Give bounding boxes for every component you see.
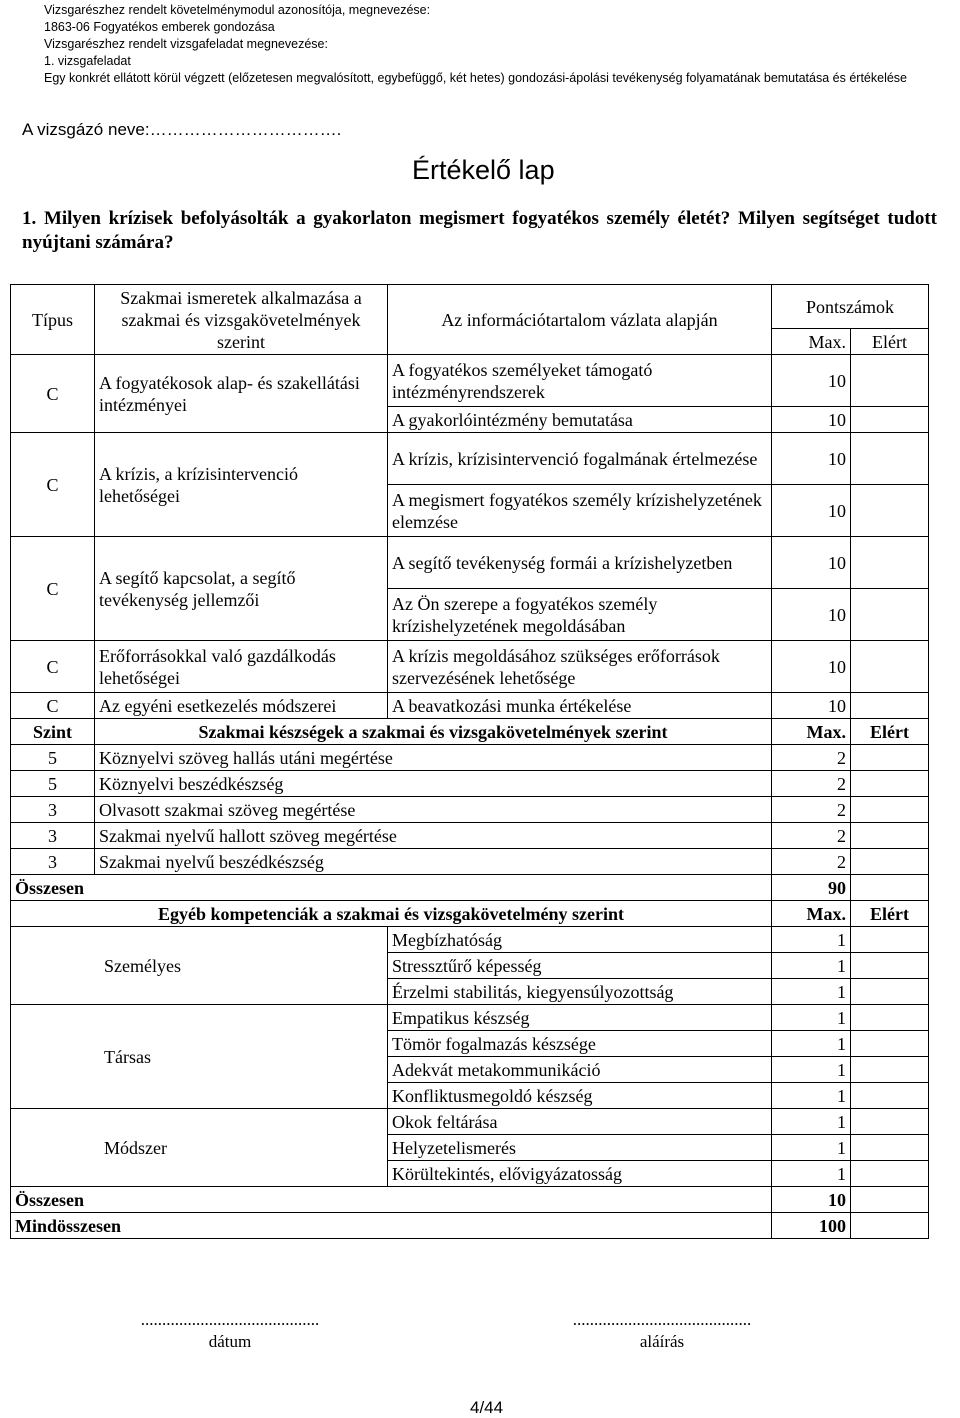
achieved-points-cell[interactable] xyxy=(851,485,929,537)
achieved-points-cell[interactable] xyxy=(851,641,929,693)
max-points-cell: 1 xyxy=(772,1031,851,1057)
max-points-cell: 2 xyxy=(772,771,851,797)
grand-total-achieved-cell[interactable] xyxy=(851,1213,929,1239)
skill-text-cell: Szakmai nyelvű beszédkészség xyxy=(95,849,772,875)
max-points-cell: 10 xyxy=(772,433,851,485)
outline-item-cell: A segítő tevékenység formái a krízishelyzetben xyxy=(388,537,772,589)
competence-group-cell: Társas xyxy=(11,1005,388,1109)
max-points-cell: 1 xyxy=(772,979,851,1005)
achieved-points-cell[interactable] xyxy=(851,771,929,797)
max-points-cell: 10 xyxy=(772,407,851,433)
date-dotted-line: .......................................... xyxy=(140,1310,320,1329)
candidate-name-line: A vizsgázó neve:……………………………. xyxy=(22,120,342,139)
outline-item-cell: A gyakorlóintézmény bemutatása xyxy=(388,407,772,433)
max-points-cell: 10 xyxy=(772,589,851,641)
signature-block xyxy=(532,1310,792,1352)
max-points-cell: 2 xyxy=(772,849,851,875)
knowledge-row xyxy=(11,355,929,407)
skills-header-row xyxy=(11,719,929,745)
competence-item-cell: Empatikus készség xyxy=(388,1005,772,1031)
knowledge-topic-cell: Az egyéni esetkezelés módszerei xyxy=(95,693,388,719)
type-cell: C xyxy=(11,693,95,719)
evaluation-table xyxy=(10,284,929,1239)
achieved-points-cell[interactable] xyxy=(851,823,929,849)
achieved-points-cell[interactable] xyxy=(851,433,929,485)
max-points-cell: 2 xyxy=(772,823,851,849)
table-header-row xyxy=(11,285,929,329)
competence-item-cell: Érzelmi stabilitás, kiegyensúlyozottság xyxy=(388,979,772,1005)
points-column-header: Pontszámok xyxy=(772,285,929,329)
skill-text-cell: Köznyelvi beszédkészség xyxy=(95,771,772,797)
header-module-name: 1863-06 Fogyatékos emberek gondozása xyxy=(44,20,275,34)
header-module-label: Vizsgarészhez rendelt követelménymodul azonosítója, megnevezése: xyxy=(44,3,431,17)
grand-total-label: Mindösszesen xyxy=(11,1213,772,1239)
outline-item-cell: Az Ön szerepe a fogyatékos személy krízishelyzetének megoldásában xyxy=(388,589,772,641)
skill-row xyxy=(11,745,929,771)
knowledge-row xyxy=(11,693,929,719)
type-column-header: Típus xyxy=(11,285,95,355)
skill-row xyxy=(11,771,929,797)
subtotal-achieved-cell[interactable] xyxy=(851,1187,929,1213)
competence-section-title: Egyéb kompetenciák a szakmai és vizsgakövetelmény szerint xyxy=(11,901,772,927)
knowledge-topic-cell: Erőforrásokkal való gazdálkodás lehetőségei xyxy=(95,641,388,693)
achieved-column-header: Elért xyxy=(851,329,929,355)
max-points-cell: 1 xyxy=(772,1109,851,1135)
max-points-cell: 1 xyxy=(772,1135,851,1161)
knowledge-row xyxy=(11,433,929,485)
skills-max-header: Max. xyxy=(772,719,851,745)
page-title: Értékelő lap xyxy=(412,155,555,185)
max-points-cell: 10 xyxy=(772,355,851,407)
skill-text-cell: Köznyelvi szöveg hallás utáni megértése xyxy=(95,745,772,771)
outline-item-cell: A krízis, krízisintervenció fogalmának értelmezése xyxy=(388,433,772,485)
type-cell: C xyxy=(11,433,95,537)
knowledge-topic-cell: A segítő kapcsolat, a segítő tevékenység jellemzői xyxy=(95,537,388,641)
skill-row xyxy=(11,797,929,823)
achieved-points-cell[interactable] xyxy=(851,1109,929,1135)
skill-level-cell: 5 xyxy=(11,771,95,797)
competence-group-cell: Személyes xyxy=(11,927,388,1005)
outline-item-cell: A krízis megoldásához szükséges erőforrások szervezésének lehetősége xyxy=(388,641,772,693)
grand-total-value: 100 xyxy=(772,1213,851,1239)
max-points-cell: 10 xyxy=(772,485,851,537)
competence-achieved-header: Elért xyxy=(851,901,929,927)
max-points-cell: 1 xyxy=(772,1161,851,1187)
achieved-points-cell[interactable] xyxy=(851,1057,929,1083)
header-task-label: Vizsgarészhez rendelt vizsgafeladat megnevezése: xyxy=(44,37,328,51)
competence-item-cell: Stressztűrő képesség xyxy=(388,953,772,979)
subtotal-row xyxy=(11,1187,929,1213)
outline-item-cell: A beavatkozási munka értékelése xyxy=(388,693,772,719)
skills-section-title: Szakmai készségek a szakmai és vizsgakövetelmények szerint xyxy=(95,719,772,745)
subtotal-label: Összesen xyxy=(11,1187,772,1213)
max-points-cell: 10 xyxy=(772,641,851,693)
skill-row xyxy=(11,849,929,875)
header-task-number: 1. vizsgafeladat xyxy=(44,54,131,68)
max-points-cell: 1 xyxy=(772,1057,851,1083)
competence-row xyxy=(11,1005,929,1031)
level-column-header: Szint xyxy=(11,719,95,745)
type-cell: C xyxy=(11,355,95,433)
achieved-points-cell[interactable] xyxy=(851,849,929,875)
header-task-description: Egy konkrét ellátott körül végzett (előzetesen megvalósított, egybefüggő, két hetes) gondozási-ápolási tevékenység folyamatának bemutatása és értékelése xyxy=(44,71,908,85)
achieved-points-cell[interactable] xyxy=(851,927,929,953)
outline-item-cell: A megismert fogyatékos személy krízishelyzetének elemzése xyxy=(388,485,772,537)
subtotal-value: 90 xyxy=(772,875,851,901)
skill-level-cell: 5 xyxy=(11,745,95,771)
achieved-points-cell[interactable] xyxy=(851,589,929,641)
competence-item-cell: Körültekintés, elővigyázatosság xyxy=(388,1161,772,1187)
skill-text-cell: Olvasott szakmai szöveg megértése xyxy=(95,797,772,823)
achieved-points-cell[interactable] xyxy=(851,693,929,719)
achieved-points-cell[interactable] xyxy=(851,1005,929,1031)
competence-section xyxy=(11,927,929,1187)
max-points-cell: 1 xyxy=(772,927,851,953)
knowledge-column-header: Szakmai ismeretek alkalmazása a szakmai és vizsgakövetelmények szerint xyxy=(95,285,388,355)
exam-question: 1. Milyen krízisek befolyásolták a gyakorlaton megismert fogyatékos személy életét? Milyen segítséget tudott nyújtani számára? xyxy=(22,208,937,253)
signature-dotted-line: .......................................... xyxy=(572,1310,752,1329)
date-signature-block xyxy=(100,1310,360,1352)
skills-achieved-header: Elért xyxy=(851,719,929,745)
max-points-cell: 10 xyxy=(772,537,851,589)
type-cell: C xyxy=(11,641,95,693)
outline-column-header: Az információtartalom vázlata alapján xyxy=(388,285,772,355)
max-column-header: Max. xyxy=(772,329,851,355)
competence-header-row xyxy=(11,901,929,927)
achieved-points-cell[interactable] xyxy=(851,797,929,823)
achieved-points-cell[interactable] xyxy=(851,355,929,407)
achieved-points-cell[interactable] xyxy=(851,1083,929,1109)
competence-item-cell: Megbízhatóság xyxy=(388,927,772,953)
max-points-cell: 1 xyxy=(772,1005,851,1031)
subtotal-row xyxy=(11,875,929,901)
max-points-cell: 2 xyxy=(772,745,851,771)
achieved-points-cell[interactable] xyxy=(851,537,929,589)
max-points-cell: 2 xyxy=(772,797,851,823)
achieved-points-cell[interactable] xyxy=(851,979,929,1005)
achieved-points-cell[interactable] xyxy=(851,953,929,979)
max-points-cell: 1 xyxy=(772,1083,851,1109)
knowledge-row xyxy=(11,641,929,693)
max-points-cell: 1 xyxy=(772,953,851,979)
knowledge-section xyxy=(11,355,929,719)
grand-total-row xyxy=(11,1213,929,1239)
competence-group-cell: Módszer xyxy=(11,1109,388,1187)
achieved-points-cell[interactable] xyxy=(851,1135,929,1161)
achieved-points-cell[interactable] xyxy=(851,1031,929,1057)
max-points-cell: 10 xyxy=(772,693,851,719)
skill-level-cell: 3 xyxy=(11,823,95,849)
skill-level-cell: 3 xyxy=(11,849,95,875)
achieved-points-cell[interactable] xyxy=(851,407,929,433)
subtotal-label: Összesen xyxy=(11,875,772,901)
subtotal-value: 10 xyxy=(772,1187,851,1213)
type-cell: C xyxy=(11,537,95,641)
competence-row xyxy=(11,927,929,953)
knowledge-row xyxy=(11,537,929,589)
competence-item-cell: Helyzetelismerés xyxy=(388,1135,772,1161)
skill-text-cell: Szakmai nyelvű hallott szöveg megértése xyxy=(95,823,772,849)
competence-item-cell: Okok feltárása xyxy=(388,1109,772,1135)
knowledge-topic-cell: A fogyatékosok alap- és szakellátási intézményei xyxy=(95,355,388,433)
page-number: 4/44 xyxy=(470,1398,504,1417)
competence-item-cell: Konfliktusmegoldó készség xyxy=(388,1083,772,1109)
outline-item-cell: A fogyatékos személyeket támogató intézményrendszerek xyxy=(388,355,772,407)
achieved-points-cell[interactable] xyxy=(851,1161,929,1187)
knowledge-topic-cell: A krízis, a krízisintervenció lehetőségei xyxy=(95,433,388,537)
date-label: dátum xyxy=(208,1332,252,1351)
document-header xyxy=(44,2,924,87)
competence-max-header: Max. xyxy=(772,901,851,927)
skill-level-cell: 3 xyxy=(11,797,95,823)
skills-section xyxy=(11,745,929,875)
subtotal-achieved-cell[interactable] xyxy=(851,875,929,901)
competence-item-cell: Adekvát metakommunikáció xyxy=(388,1057,772,1083)
achieved-points-cell[interactable] xyxy=(851,745,929,771)
skill-row xyxy=(11,823,929,849)
signature-label: aláírás xyxy=(639,1332,685,1351)
competence-row xyxy=(11,1109,929,1135)
competence-item-cell: Tömör fogalmazás készsége xyxy=(388,1031,772,1057)
